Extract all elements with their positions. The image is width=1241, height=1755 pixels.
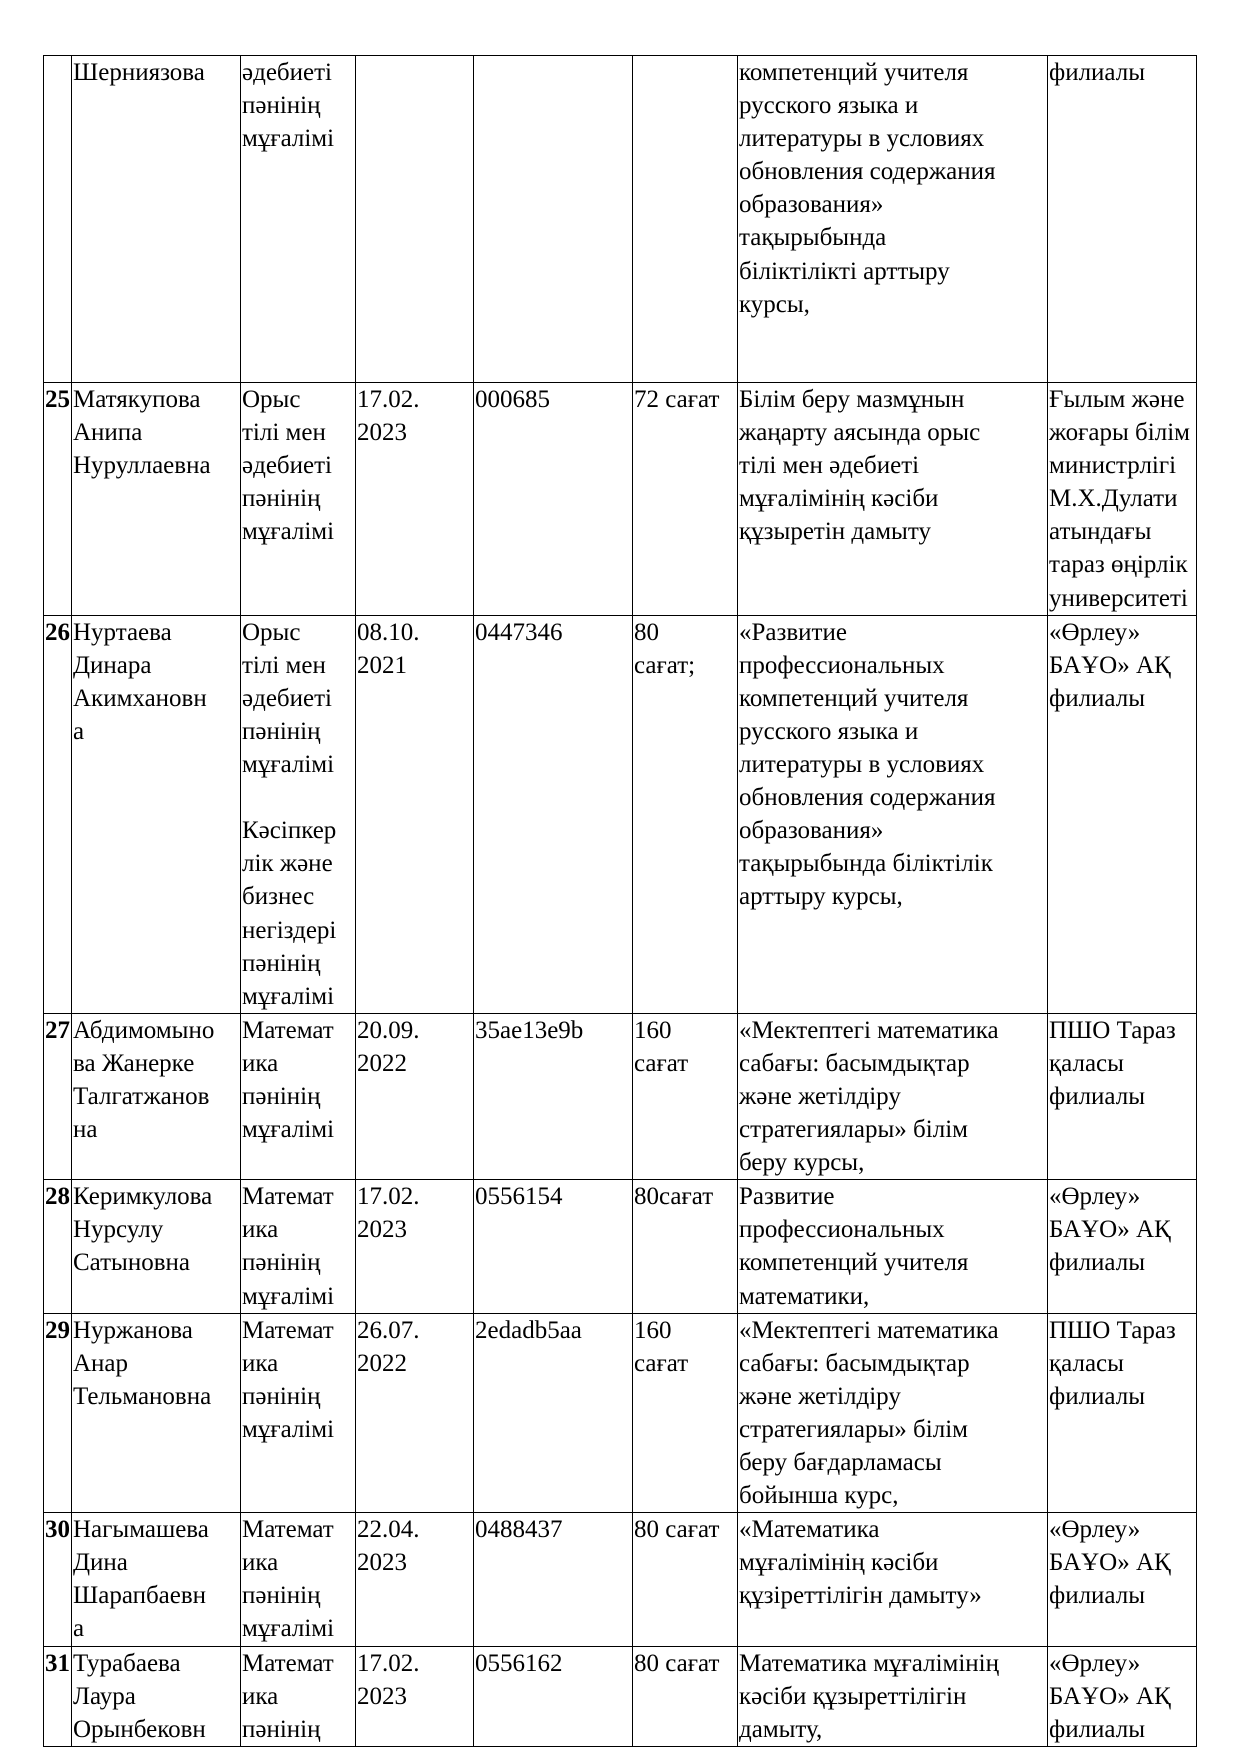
hours-cell (633, 1180, 738, 1313)
cell-line: а (73, 717, 85, 745)
cell-line: Абдимомыно (73, 1016, 215, 1044)
cell-line: Нагымашева (73, 1516, 209, 1544)
organization-cell (1048, 615, 1197, 1013)
cell-text: 0556162 (475, 1649, 563, 1677)
cell-line: мұғалімі (242, 982, 335, 1010)
cell-line: 80 сағат (634, 1516, 720, 1544)
cell-line: 2023 (357, 1216, 407, 1244)
cell-text: 29 (45, 1316, 70, 1344)
date-cell (356, 1646, 474, 1746)
cell-text: 27 (45, 1016, 70, 1044)
cell-line: М.Х.Дулати (1049, 485, 1178, 513)
cell-line: Развитие (739, 1183, 835, 1211)
cell-line: 2023 (357, 1682, 407, 1710)
subject-cell (241, 383, 356, 616)
cell-line: пәнінің (242, 1082, 321, 1110)
certificate-number-cell (474, 1013, 633, 1179)
cell-line: Орыс (242, 618, 301, 646)
cell-line: Нуржанова (73, 1316, 193, 1344)
cell-line: ва Жанерке (73, 1049, 195, 1077)
cell-line: сағат; (634, 651, 696, 679)
cell-line: Кәсіпкер (242, 817, 337, 845)
cell-line: мұғалімі (242, 1116, 335, 1144)
cell-line: «Мектептегі математика (739, 1016, 999, 1044)
course-title-cell (738, 383, 1048, 616)
cell-line: на (73, 1116, 98, 1144)
cell-line: Лаура (73, 1682, 136, 1710)
cell-line: 17.02. (357, 386, 420, 413)
cell-line: пәнінің (242, 485, 321, 513)
cell-line: пәнінің (242, 949, 321, 977)
cell-line: стратегиялары» білім (739, 1415, 968, 1443)
cell-line: Шарапбаевн (73, 1582, 207, 1610)
cell-line: 22.04. (357, 1516, 420, 1544)
cell-line: 26.07. (357, 1316, 420, 1344)
cell-line: профессиональных (739, 1216, 945, 1244)
cell-line: Шерниязова (73, 59, 205, 86)
organization-cell (1048, 56, 1197, 383)
cell-line: Математика мұғалімінің (739, 1649, 999, 1677)
teacher-name-cell (72, 56, 241, 383)
cell-line: филиалы (1049, 684, 1146, 712)
cell-line: 72 сағат (634, 386, 720, 413)
cell-line: және жетілдіру (739, 1082, 901, 1110)
cell-line: мұғалімі (242, 518, 335, 546)
hours-cell (633, 1313, 738, 1513)
cell-line: тақырыбында біліктілік (739, 850, 993, 878)
cell-line: мұғалімі (242, 751, 335, 779)
cell-line: Нуртаева (73, 618, 172, 646)
cell-line: Керимкулова (73, 1183, 213, 1211)
organization-cell (1048, 1180, 1197, 1313)
cell-line: мұғалімі (242, 1282, 335, 1310)
date-cell (356, 1513, 474, 1646)
cell-line: пәнінің (242, 717, 321, 745)
cell-line: 2021 (357, 651, 407, 679)
row-number-cell (44, 1180, 72, 1313)
cell-line: «Мектептегі математика (739, 1316, 999, 1344)
date-cell (356, 56, 474, 383)
course-title-cell (738, 1513, 1048, 1646)
cell-line: БАҰО» АҚ (1049, 1549, 1171, 1577)
cell-line: әдебиеті (242, 684, 332, 712)
cell-line: обновления содержания (739, 158, 996, 186)
cell-line: мұғалімі (242, 125, 335, 153)
cell-line: Ғылым және (1049, 386, 1185, 413)
cell-line: 80сағат (634, 1183, 714, 1211)
cell-line: ПШО Тараз (1049, 1016, 1176, 1044)
cell-line: ика (242, 1216, 279, 1244)
hours-cell (633, 1513, 738, 1646)
course-title-cell (738, 1646, 1048, 1746)
cell-line: министрлігі (1049, 452, 1177, 480)
date-cell (356, 1313, 474, 1513)
certificate-number-cell (474, 1313, 633, 1513)
course-title-cell (738, 56, 1048, 383)
cell-text: 35ae13e9b (475, 1016, 584, 1044)
cell-line: Орыс (242, 386, 301, 413)
cell-line: 17.02. (357, 1183, 420, 1211)
cell-line: профессиональных (739, 651, 945, 679)
cell-line: 2022 (357, 1349, 407, 1377)
subject-cell (241, 1313, 356, 1513)
cell-line: мұғалімі (242, 1615, 335, 1643)
cell-line: курсы, (739, 290, 810, 318)
cell-line: литературы в условиях (739, 125, 985, 153)
cell-line: құзыретін дамыту (739, 518, 931, 546)
cell-line: әдебиеті (242, 59, 332, 86)
cell-line: русского языка и (739, 717, 919, 745)
organization-cell (1048, 383, 1197, 616)
cell-text: 26 (45, 618, 70, 646)
cell-line: сабағы: басымдықтар (739, 1349, 970, 1377)
cell-line: мұғалімінің кәсіби (739, 1549, 939, 1577)
cell-line: компетенций учителя (739, 684, 969, 712)
table-row (44, 1313, 1197, 1513)
subject-cell (241, 1180, 356, 1313)
cell-line: Талгатжанов (73, 1082, 210, 1110)
cell-text: 2edadb5aa (475, 1316, 582, 1344)
cell-line: беру курсы, (739, 1149, 865, 1177)
cell-text: 000685 (475, 386, 550, 413)
cell-line: беру бағдарламасы (739, 1449, 942, 1476)
cell-line: қаласы (1049, 1349, 1124, 1377)
teacher-name-cell (72, 1513, 241, 1646)
cell-line: Тельмановна (73, 1382, 212, 1410)
cell-line: 17.02. (357, 1649, 420, 1677)
cell-line: тілі мен (242, 651, 326, 679)
subject-cell (241, 615, 356, 1013)
cell-line: 2023 (357, 1549, 407, 1577)
cell-line: тілі мен әдебиеті (739, 452, 920, 480)
row-number-cell (44, 1013, 72, 1179)
cell-line: әдебиеті (242, 452, 332, 480)
course-title-cell (738, 1313, 1048, 1513)
cell-line: «Өрлеу» (1049, 618, 1141, 646)
certificate-number-cell (474, 383, 633, 616)
cell-line: Математ (242, 1316, 334, 1344)
table-row (44, 1180, 1197, 1313)
cell-line: Матякупова (73, 386, 201, 413)
certificate-number-cell (474, 56, 633, 383)
cell-line: сағат (634, 1349, 689, 1377)
cell-line: мұғалімінің кәсіби (739, 485, 939, 513)
organization-cell (1048, 1513, 1197, 1646)
cell-line: 80 сағат (634, 1649, 720, 1677)
cell-line: «Өрлеу» (1049, 1516, 1141, 1544)
certificate-number-cell (474, 1646, 633, 1746)
cell-line: Орынбековн (73, 1715, 206, 1743)
cell-line: Математ (242, 1183, 334, 1211)
row-number-cell (44, 1313, 72, 1513)
cell-line: бойынша курс, (739, 1482, 899, 1510)
cell-line: пәнінің (242, 1582, 321, 1610)
cell-line: Акимхановн (73, 684, 207, 712)
cell-line: ика (242, 1349, 279, 1377)
teacher-name-cell (72, 1646, 241, 1746)
certificate-number-cell (474, 1180, 633, 1313)
cell-text: 0556154 (475, 1183, 563, 1211)
subject-cell (241, 1513, 356, 1646)
cell-line: атындағы (1049, 518, 1152, 546)
cell-line: ика (242, 1682, 279, 1710)
cell-line: образования» (739, 191, 884, 219)
cell-line: ика (242, 1549, 279, 1577)
cell-line: және жетілдіру (739, 1382, 901, 1410)
cell-line: Динара (73, 651, 152, 679)
subject-cell (241, 1013, 356, 1179)
cell-line: дамыту, (739, 1715, 823, 1743)
cell-line: пәнінің (242, 92, 321, 120)
certificate-number-cell (474, 615, 633, 1013)
cell-line: филиалы (1049, 59, 1146, 86)
table-row (44, 383, 1197, 616)
cell-line: университеті (1049, 584, 1188, 612)
table-row (44, 1013, 1197, 1179)
cell-line: тараз өңірлік (1049, 551, 1188, 579)
cell-line: образования» (739, 817, 884, 845)
teacher-name-cell (72, 1013, 241, 1179)
cell-line: қаласы (1049, 1049, 1124, 1077)
cell-line: кәсіби құзыреттілігін (739, 1682, 967, 1710)
cell-text: 0447346 (475, 618, 563, 646)
cell-line: филиалы (1049, 1249, 1146, 1277)
cell-line: Анар (73, 1349, 129, 1377)
cell-line: ПШО Тараз (1049, 1316, 1176, 1344)
cell-line: лік және (242, 850, 333, 878)
cell-line: математики, (739, 1282, 870, 1310)
hours-cell (633, 615, 738, 1013)
row-number-cell (44, 56, 72, 383)
cell-line: сағат (634, 1049, 689, 1077)
cell-line: Математ (242, 1649, 334, 1677)
cell-line: Дина (73, 1549, 128, 1577)
cell-line: жоғары білім (1049, 419, 1190, 447)
date-cell (356, 383, 474, 616)
cell-line: пәнінің (242, 1382, 321, 1410)
cell-line (242, 781, 354, 814)
cell-line: русского языка и (739, 92, 919, 120)
cell-line: пәнінің (242, 1249, 321, 1277)
cell-line: филиалы (1049, 1582, 1146, 1610)
teacher-name-cell (72, 615, 241, 1013)
date-cell (356, 615, 474, 1013)
subject-cell (241, 1646, 356, 1746)
cell-line: Білім беру мазмұнын (739, 386, 965, 413)
date-cell (356, 1013, 474, 1179)
cell-line: Математ (242, 1016, 334, 1044)
row-number-cell (44, 1513, 72, 1646)
organization-cell (1048, 1646, 1197, 1746)
cell-line: Турабаева (73, 1649, 181, 1677)
cell-line: 20.09. (357, 1016, 420, 1044)
cell-line: «Развитие (739, 618, 847, 646)
row-number-cell (44, 615, 72, 1013)
cell-text: 28 (45, 1183, 70, 1211)
cell-line: Анипа (73, 419, 143, 447)
cell-line: 2022 (357, 1049, 407, 1077)
hours-cell (633, 1646, 738, 1746)
cell-line: 08.10. (357, 618, 420, 646)
cell-line: негіздері (242, 916, 337, 944)
cell-line: Математ (242, 1516, 334, 1544)
cell-text: 0488437 (475, 1516, 563, 1544)
certificate-number-cell (474, 1513, 633, 1646)
cell-line: филиалы (1049, 1382, 1146, 1410)
cell-line: БАҰО» АҚ (1049, 651, 1171, 679)
table-row (44, 615, 1197, 1013)
cell-line: Нурсулу (73, 1216, 164, 1244)
hours-cell (633, 1013, 738, 1179)
cell-line: компетенций учителя (739, 1249, 969, 1277)
course-title-cell (738, 1180, 1048, 1313)
cell-line: 2023 (357, 419, 407, 447)
cell-line: 80 (634, 618, 659, 646)
cell-line: «Өрлеу» (1049, 1649, 1141, 1677)
cell-line: литературы в условиях (739, 751, 985, 779)
cell-line: Сатыновна (73, 1249, 191, 1277)
cell-line: мұғалімі (242, 1415, 335, 1443)
cell-line: біліктілікті арттыру (739, 257, 950, 285)
cell-line: құзіреттілігін дамыту» (739, 1582, 982, 1610)
table-row (44, 1646, 1197, 1746)
cell-line: БАҰО» АҚ (1049, 1216, 1171, 1244)
table-row (44, 56, 1197, 383)
cell-line: филиалы (1049, 1082, 1146, 1110)
cell-line: бизнес (242, 883, 315, 911)
cell-line: БАҰО» АҚ (1049, 1682, 1171, 1710)
course-title-cell (738, 615, 1048, 1013)
cell-line: пәнінің (242, 1715, 321, 1743)
cell-line: арттыру курсы, (739, 883, 903, 911)
teacher-name-cell (72, 1313, 241, 1513)
row-number-cell (44, 1646, 72, 1746)
cell-line: 160 (634, 1316, 672, 1344)
cell-line: а (73, 1615, 85, 1643)
row-number-cell (44, 383, 72, 616)
teacher-name-cell (72, 383, 241, 616)
cell-line: ика (242, 1049, 279, 1077)
cell-line: компетенций учителя (739, 59, 969, 86)
cell-line: «Өрлеу» (1049, 1183, 1141, 1211)
cell-line: филиалы (1049, 1715, 1146, 1743)
organization-cell (1048, 1313, 1197, 1513)
teacher-name-cell (72, 1180, 241, 1313)
cell-line: тақырыбында (739, 224, 887, 252)
subject-cell (241, 56, 356, 383)
cell-line: сабағы: басымдықтар (739, 1049, 970, 1077)
cell-line: жаңарту аясында орыс (739, 419, 981, 447)
cell-text: 30 (45, 1516, 70, 1544)
date-cell (356, 1180, 474, 1313)
cell-line: 160 (634, 1016, 672, 1044)
cell-line: «Математика (739, 1516, 880, 1544)
hours-cell (633, 383, 738, 616)
cell-line: Нуруллаевна (73, 452, 211, 480)
table-row (44, 1513, 1197, 1646)
cell-line: стратегиялары» білім (739, 1116, 968, 1144)
cell-line: тілі мен (242, 419, 326, 447)
cell-text: 31 (45, 1649, 70, 1677)
organization-cell (1048, 1013, 1197, 1179)
hours-cell (633, 56, 738, 383)
teachers-qualification-table (43, 55, 1197, 1747)
cell-text: 25 (45, 386, 70, 413)
course-title-cell (738, 1013, 1048, 1179)
cell-line: обновления содержания (739, 784, 996, 812)
